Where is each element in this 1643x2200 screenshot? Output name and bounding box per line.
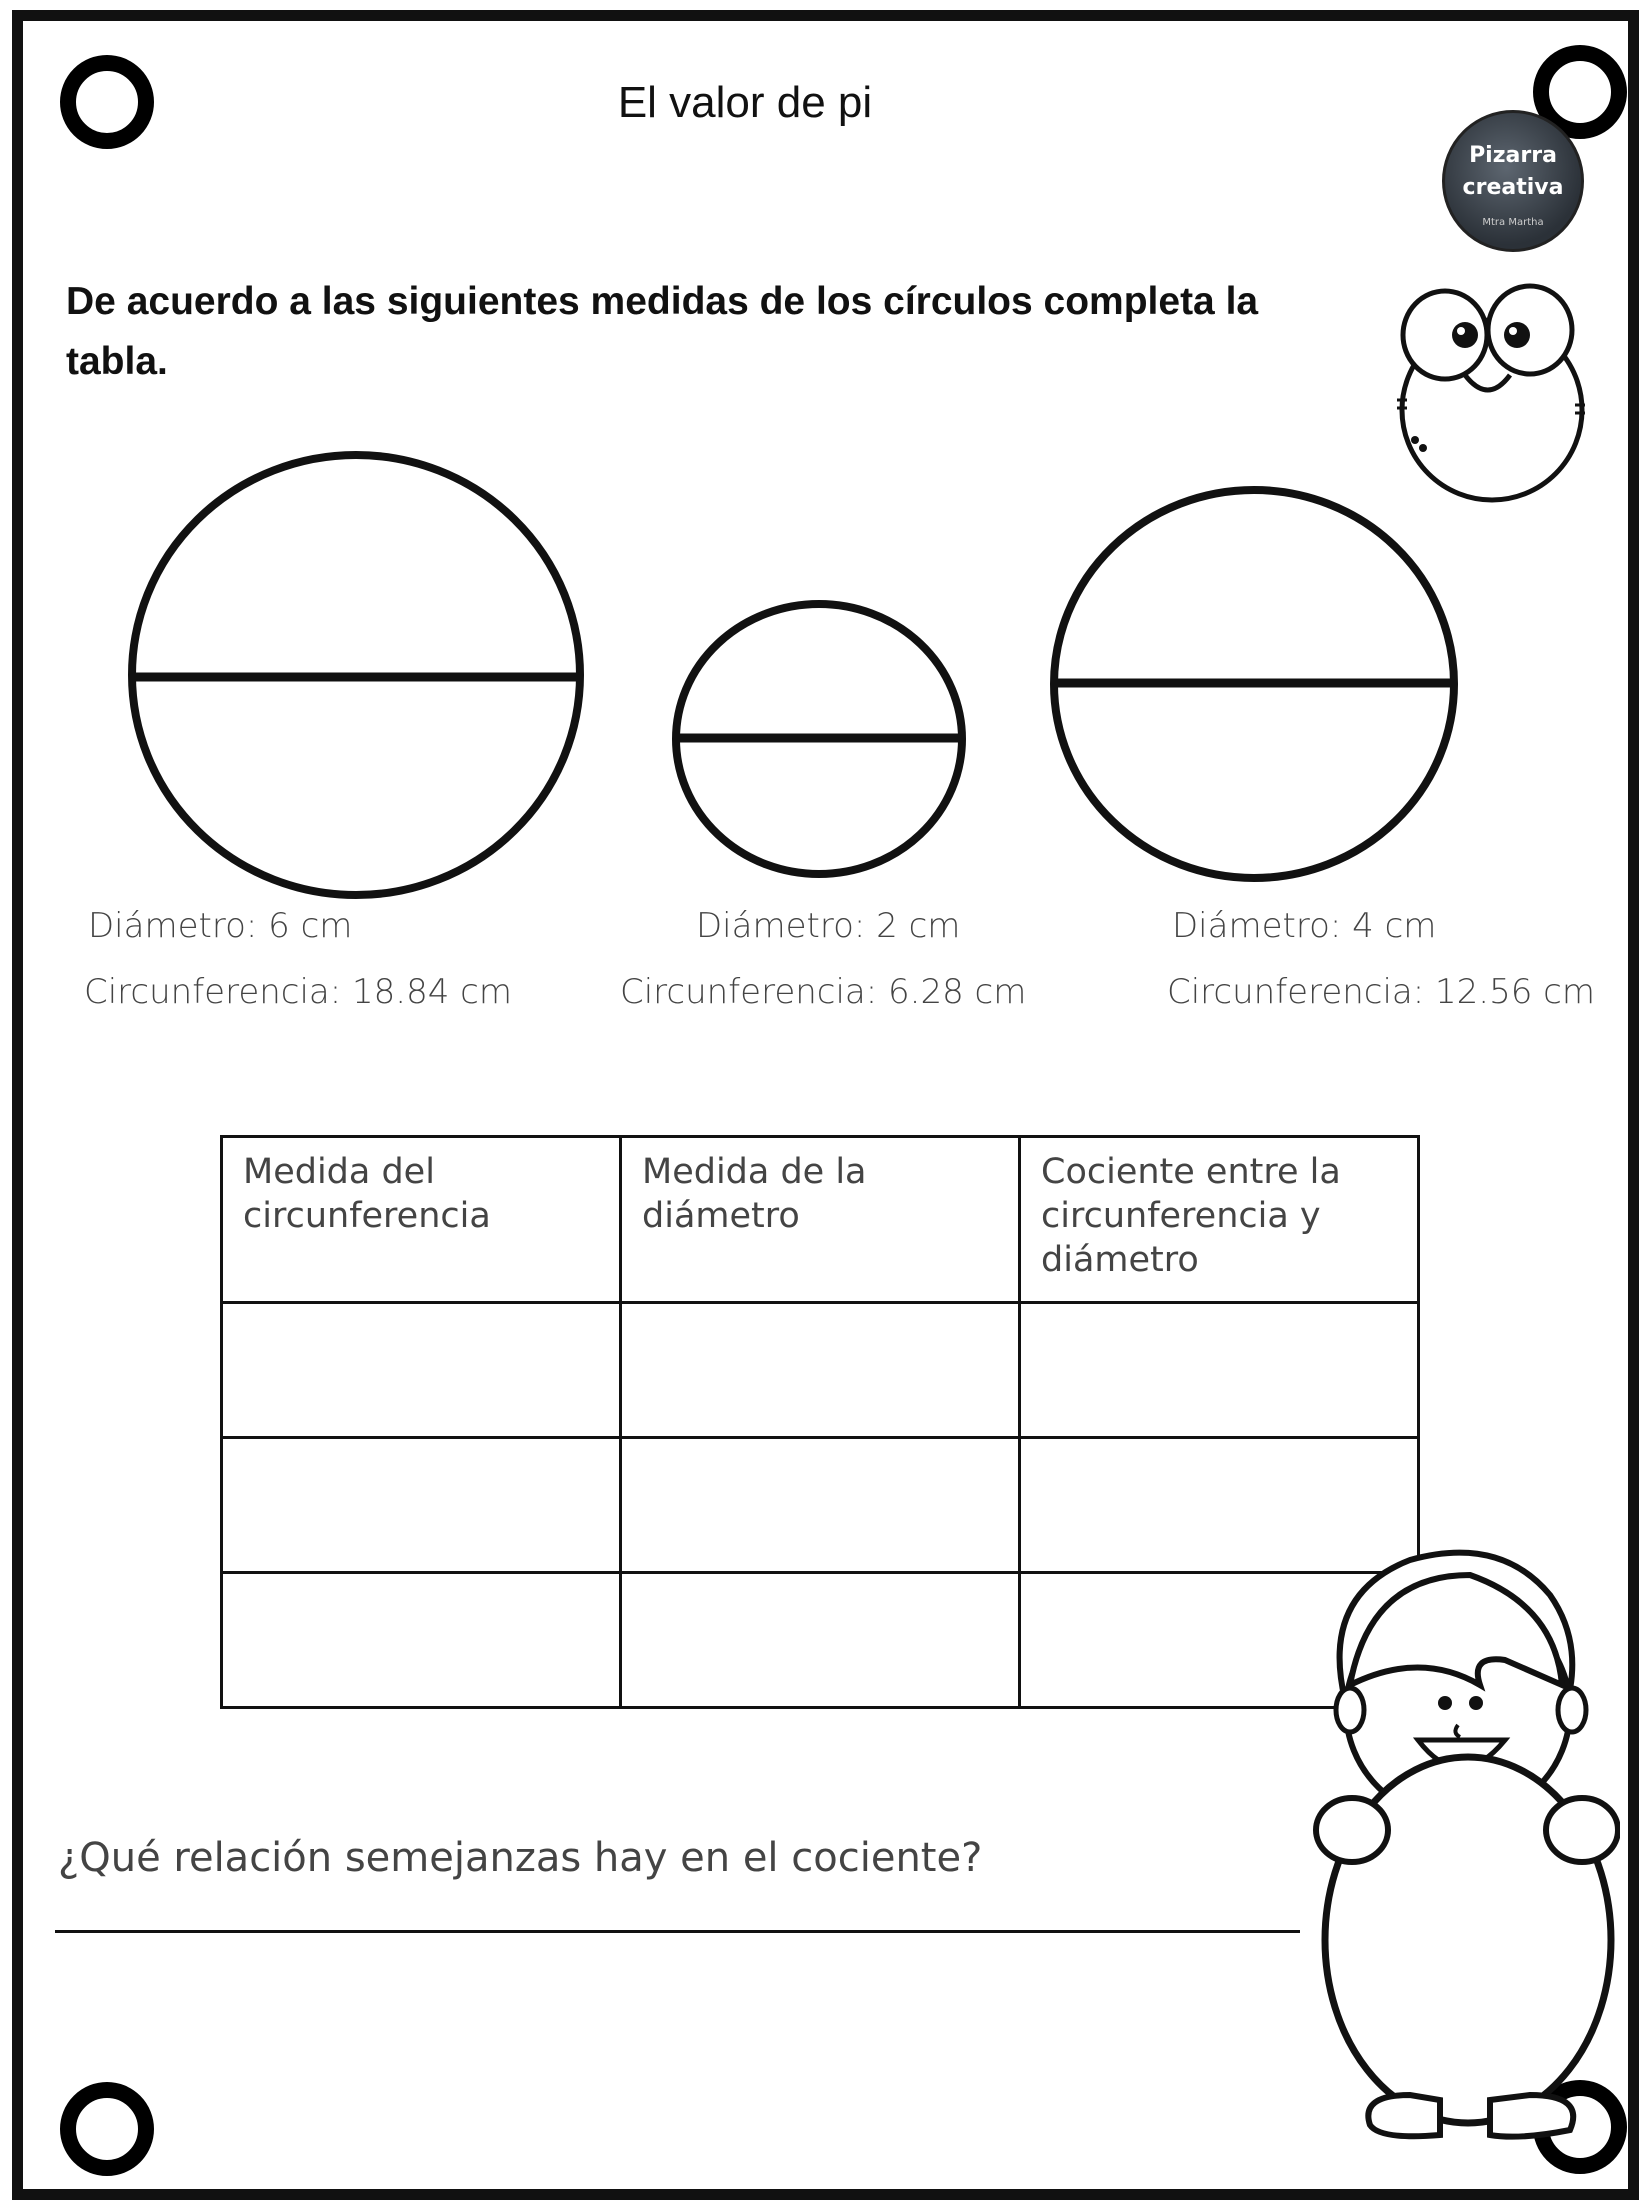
table-row xyxy=(222,1438,1419,1573)
table-cell[interactable] xyxy=(222,1573,621,1708)
logo-line-2: creativa xyxy=(1462,175,1564,200)
table-header-row xyxy=(222,1137,1419,1303)
table-cell[interactable] xyxy=(222,1438,621,1573)
header-diameter: Medida de la diámetro xyxy=(621,1137,1020,1303)
circle-3-diameter: Diámetro: 4 cm xyxy=(1172,906,1437,946)
cartoon-face-illustration xyxy=(1385,280,1600,510)
brand-logo xyxy=(1442,110,1584,252)
answer-line[interactable] xyxy=(55,1930,1300,1933)
table-row xyxy=(222,1303,1419,1438)
logo-line-3: Mtra Martha xyxy=(1482,217,1544,228)
circle-2-diameter: Diámetro: 2 cm xyxy=(696,906,961,946)
circle-1-diameter: Diámetro: 6 cm xyxy=(88,906,353,946)
binder-ring-bottom-left xyxy=(60,2082,154,2176)
circle-diagram-small xyxy=(670,598,968,880)
answer-table xyxy=(220,1135,1420,1709)
boy-holding-ball-illustration xyxy=(1300,1535,1620,2165)
circle-diagram-medium xyxy=(1047,484,1461,884)
circle-diagram-large xyxy=(125,450,587,900)
header-circumference: Medida del circunferencia xyxy=(222,1137,621,1303)
logo-line-1: Pizarra xyxy=(1469,143,1557,168)
table-cell[interactable] xyxy=(1020,1303,1419,1438)
circle-2-circumference: Circunferencia: 6.28 cm xyxy=(620,972,1027,1012)
instruction-text: De acuerdo a las siguientes medidas de los círculos completa la tabla. xyxy=(66,280,1259,383)
header-quotient: Cociente entre la circunferencia y diámetro xyxy=(1020,1137,1419,1303)
table-cell[interactable] xyxy=(621,1303,1020,1438)
question-text: ¿Qué relación semejanzas hay en el cociente? xyxy=(58,1835,983,1881)
circle-1-circumference: Circunferencia: 18.84 cm xyxy=(84,972,512,1012)
page-title: El valor de pi xyxy=(617,78,873,127)
table-cell[interactable] xyxy=(621,1573,1020,1708)
circle-3-circumference: Circunferencia: 12.56 cm xyxy=(1167,972,1595,1012)
table-cell[interactable] xyxy=(621,1438,1020,1573)
table-cell[interactable] xyxy=(222,1303,621,1438)
table-row xyxy=(222,1573,1419,1708)
